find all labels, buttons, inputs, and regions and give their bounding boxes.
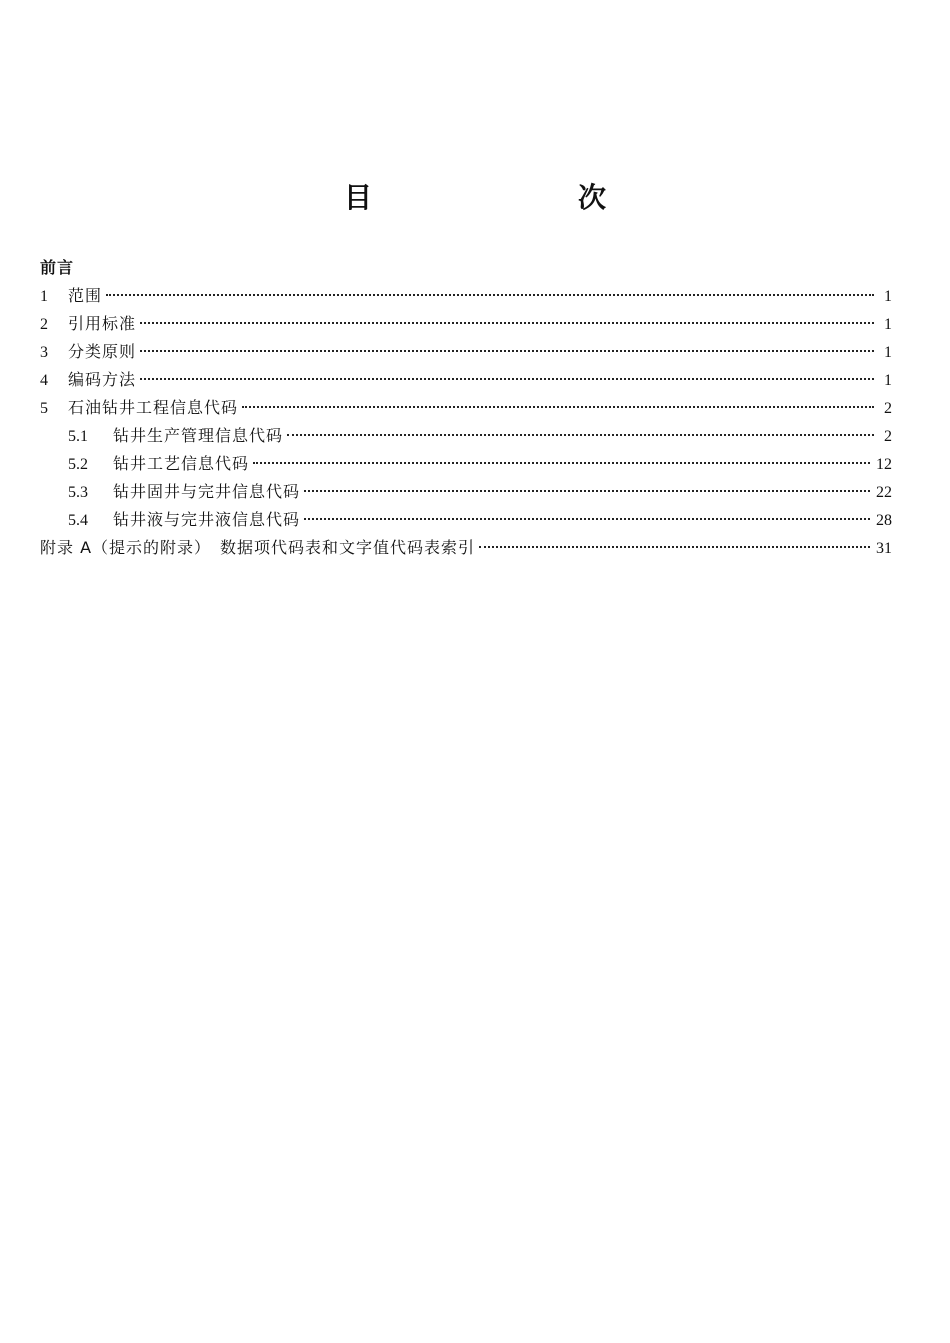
dot-leader <box>140 350 874 352</box>
toc-entry-page: 1 <box>884 372 892 389</box>
page-title: 目 次 <box>343 181 656 214</box>
toc-entry-page: 1 <box>884 344 892 361</box>
toc-entry[interactable] <box>40 394 892 422</box>
toc-entry-number: 1 <box>40 288 48 305</box>
toc-subentry[interactable] <box>40 506 892 534</box>
table-of-contents <box>40 254 892 562</box>
toc-appendix-label: 附录 A（提示的附录） 数据项代码表和文字值代码表索引 <box>40 538 476 557</box>
toc-entry-label: 钻井液与完井液信息代码 <box>113 510 301 529</box>
toc-entry-number: 4 <box>40 372 48 389</box>
toc-entry-label: 分类原则 <box>68 342 137 361</box>
toc-subentry[interactable] <box>40 478 892 506</box>
toc-foreword[interactable] <box>40 254 892 282</box>
toc-entry-number: 5.2 <box>68 456 88 473</box>
toc-entry-page: 1 <box>884 316 892 333</box>
toc-entry-page: 22 <box>876 484 892 501</box>
toc-entry[interactable] <box>40 310 892 338</box>
dot-leader <box>106 294 874 296</box>
toc-subentry[interactable] <box>40 422 892 450</box>
toc-entry-page: 28 <box>876 512 892 529</box>
toc-foreword-label: 前言 <box>40 258 75 277</box>
toc-entry-number: 2 <box>40 316 48 333</box>
toc-entry-label: 石油钻井工程信息代码 <box>68 398 239 417</box>
toc-entry-number: 5.4 <box>68 512 88 529</box>
toc-entry-number: 5.3 <box>68 484 88 501</box>
toc-entry[interactable] <box>40 366 892 394</box>
dot-leader <box>140 378 874 380</box>
toc-entry[interactable] <box>40 338 892 366</box>
dot-leader <box>304 490 870 492</box>
toc-entry-page: 12 <box>876 456 892 473</box>
toc-entry-label: 钻井固井与完井信息代码 <box>113 482 301 501</box>
dot-leader <box>479 546 870 548</box>
toc-entry-label: 钻井工艺信息代码 <box>113 454 250 473</box>
toc-entry-number: 5 <box>40 400 48 417</box>
toc-subentry[interactable] <box>40 450 892 478</box>
dot-leader <box>253 462 870 464</box>
toc-entry-label: 引用标准 <box>68 314 137 333</box>
dot-leader <box>304 518 870 520</box>
toc-entry-page: 1 <box>884 288 892 305</box>
toc-entry-label: 钻井生产管理信息代码 <box>113 426 284 445</box>
dot-leader <box>242 406 874 408</box>
dot-leader <box>140 322 874 324</box>
toc-entry-number: 3 <box>40 344 48 361</box>
dot-leader <box>287 434 874 436</box>
toc-appendix-page: 31 <box>876 540 892 557</box>
toc-entry-number: 5.1 <box>68 428 88 445</box>
toc-entry-page: 2 <box>884 400 892 417</box>
toc-entry-label: 编码方法 <box>68 370 137 389</box>
toc-entry-label: 范围 <box>68 286 103 305</box>
toc-entry-page: 2 <box>884 428 892 445</box>
toc-entry[interactable] <box>40 282 892 310</box>
toc-appendix[interactable] <box>40 534 892 562</box>
